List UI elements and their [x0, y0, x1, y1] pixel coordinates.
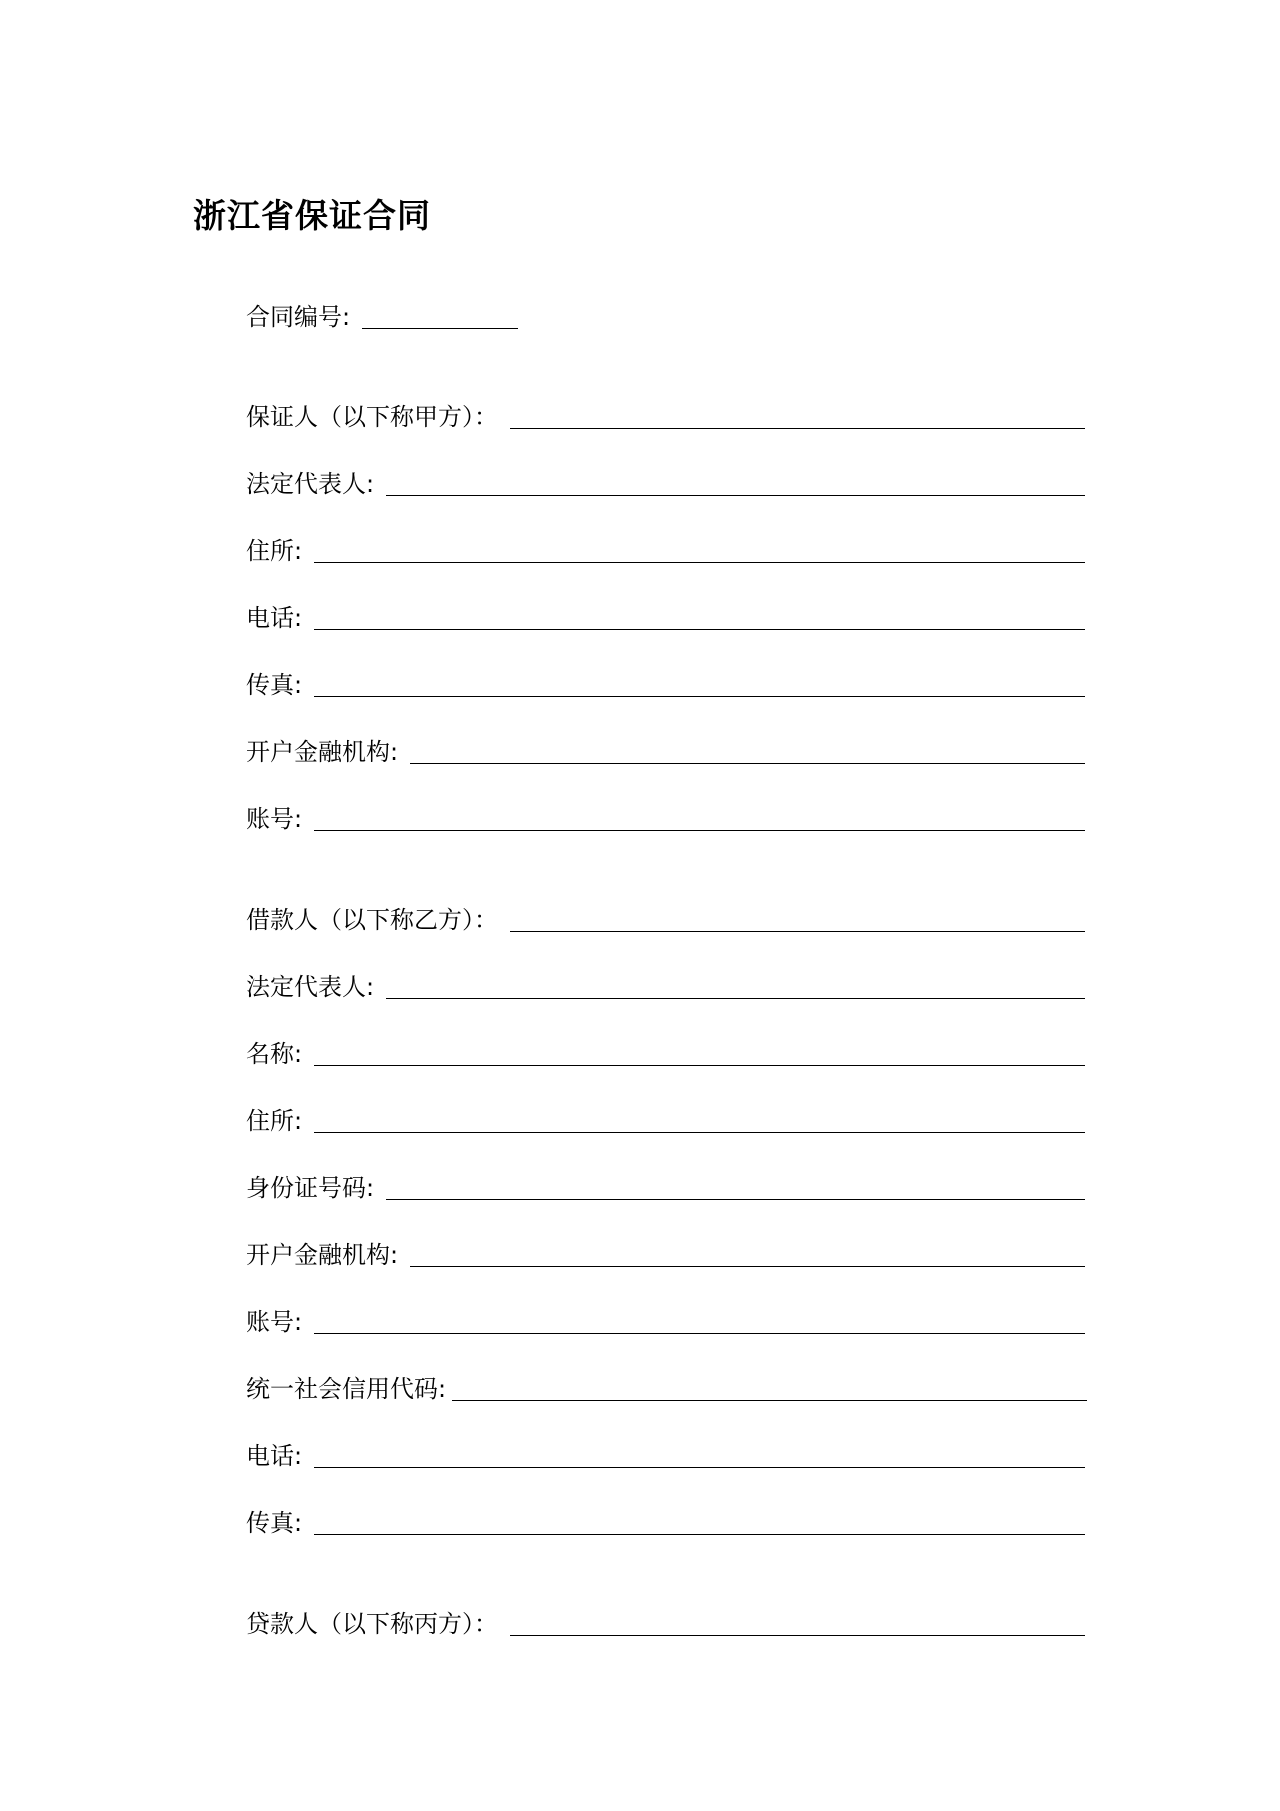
guarantor-blank[interactable]: [510, 428, 1085, 429]
borrower-fax-label: 传真:: [246, 1509, 303, 1537]
borrower-phone-blank[interactable]: [314, 1467, 1085, 1468]
borrower-fax-blank[interactable]: [314, 1534, 1085, 1535]
guarantor-account-label: 账号:: [246, 805, 303, 833]
guarantor-address-label: 住所:: [246, 537, 303, 565]
guarantor-fax-blank[interactable]: [314, 696, 1085, 697]
borrower-heading-label: 借款人（以下称乙方）：: [246, 906, 498, 934]
guarantor-legal-rep-blank[interactable]: [386, 495, 1085, 496]
borrower-id-number-blank[interactable]: [386, 1199, 1085, 1200]
guarantor-account-field: [246, 802, 1085, 836]
borrower-legal-rep-blank[interactable]: [386, 998, 1085, 999]
guarantor-bank-blank[interactable]: [410, 763, 1085, 764]
lender-blank[interactable]: [510, 1635, 1085, 1636]
borrower-bank-blank[interactable]: [410, 1266, 1085, 1267]
borrower-credit-code-field: [246, 1372, 1087, 1406]
guarantor-fax-label: 传真:: [246, 671, 303, 699]
borrower-address-label: 住所:: [246, 1107, 303, 1135]
borrower-blank[interactable]: [510, 931, 1085, 932]
guarantor-legal-rep-label: 法定代表人:: [246, 470, 375, 498]
guarantor-phone-field: [246, 601, 1085, 635]
contract-number-blank[interactable]: [362, 328, 518, 329]
borrower-name-field: [246, 1037, 1085, 1071]
borrower-address-field: [246, 1104, 1085, 1138]
borrower-account-label: 账号:: [246, 1308, 303, 1336]
guarantor-bank-label: 开户金融机构:: [246, 738, 399, 766]
borrower-name-label: 名称:: [246, 1040, 303, 1068]
guarantor-bank-field: [246, 735, 1085, 769]
borrower-account-field: [246, 1305, 1085, 1339]
borrower-fax-field: [246, 1506, 1085, 1540]
borrower-legal-rep-field: [246, 970, 1085, 1004]
borrower-id-number-label: 身份证号码:: [246, 1174, 375, 1202]
borrower-bank-field: [246, 1238, 1085, 1272]
borrower-legal-rep-label: 法定代表人:: [246, 973, 375, 1001]
guarantor-legal-rep-field: [246, 467, 1085, 501]
contract-number-field: [246, 300, 518, 334]
borrower-name-blank[interactable]: [314, 1065, 1085, 1066]
borrower-credit-code-label: 统一社会信用代码:: [246, 1375, 447, 1403]
guarantor-account-blank[interactable]: [314, 830, 1085, 831]
guarantor-heading-field: [246, 400, 1085, 434]
guarantor-phone-blank[interactable]: [314, 629, 1085, 630]
document-title: 浙江省保证合同: [193, 196, 431, 235]
guarantor-fax-field: [246, 668, 1085, 702]
borrower-credit-code-blank[interactable]: [452, 1400, 1087, 1401]
lender-heading-field: [246, 1607, 1085, 1641]
borrower-bank-label: 开户金融机构:: [246, 1241, 399, 1269]
guarantor-heading-label: 保证人（以下称甲方）：: [246, 403, 498, 431]
guarantor-address-blank[interactable]: [314, 562, 1085, 563]
contract-number-label: 合同编号:: [246, 303, 351, 331]
lender-heading-label: 贷款人（以下称丙方）：: [246, 1610, 498, 1638]
borrower-account-blank[interactable]: [314, 1333, 1085, 1334]
borrower-id-number-field: [246, 1171, 1085, 1205]
guarantor-address-field: [246, 534, 1085, 568]
borrower-phone-field: [246, 1439, 1085, 1473]
guarantor-phone-label: 电话:: [246, 604, 303, 632]
borrower-address-blank[interactable]: [314, 1132, 1085, 1133]
borrower-phone-label: 电话:: [246, 1442, 303, 1470]
borrower-heading-field: [246, 903, 1085, 937]
